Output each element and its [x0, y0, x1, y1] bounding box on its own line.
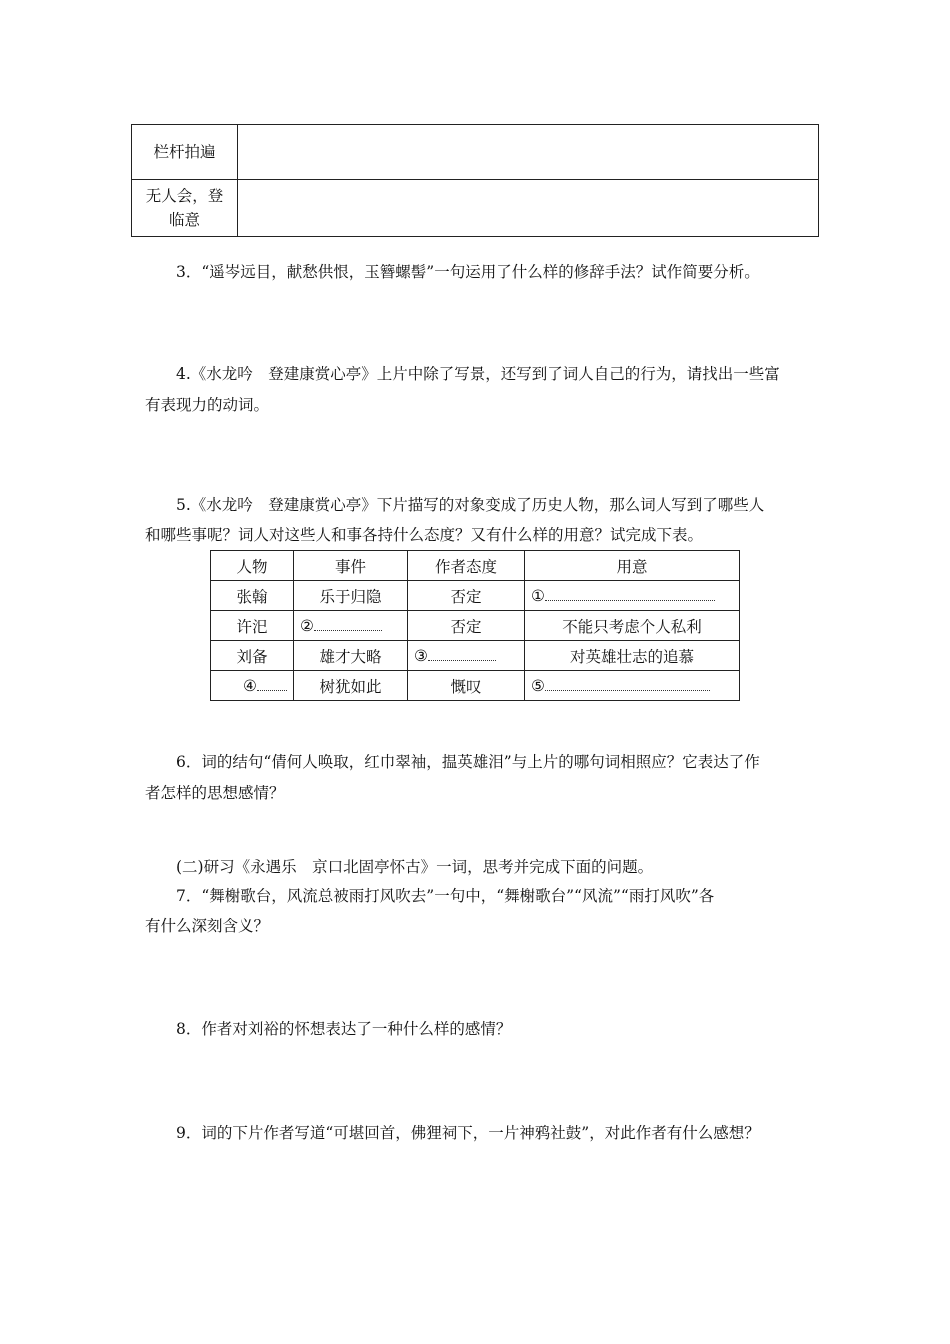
question-6-line1: 6．词的结句“倩何人唤取，红巾翠袖，揾英雄泪”与上片的哪句词相照应？它表达了作	[176, 753, 760, 771]
cell-attitude: 否定	[408, 581, 525, 611]
cell-intent[interactable]	[525, 581, 740, 611]
table-header-row	[211, 551, 740, 581]
question-8: 8．作者对刘裕的怀想表达了一种什么样的感情？	[176, 1020, 512, 1038]
fill-blank[interactable]	[545, 586, 715, 601]
table-label-cell	[132, 180, 238, 237]
blank-marker: ⑤	[531, 677, 545, 695]
answer-cell[interactable]	[238, 180, 819, 237]
cell-intent: 对英雄壮志的追慕	[525, 641, 740, 671]
table-row	[132, 125, 819, 180]
table-row	[211, 641, 740, 671]
blank-marker: ④	[243, 677, 257, 695]
header-event: 事件	[294, 551, 408, 581]
event-table	[210, 550, 740, 701]
cell-attitude: 否定	[408, 611, 525, 641]
cell-intent: 不能只考虑个人私利	[525, 611, 740, 641]
question-9: 9．词的下片作者写道“可堪回首，佛狸祠下，一片神鸦社鼓”，对此作者有什么感想？	[176, 1124, 760, 1142]
question-5-line2: 和哪些事呢？词人对这些人和事各持什么态度？又有什么样的用意？试完成下表。	[145, 526, 704, 544]
label-text: 无人会，登	[145, 187, 224, 205]
top-table	[131, 124, 819, 237]
answer-cell[interactable]	[238, 125, 819, 180]
cell-attitude: 慨叹	[408, 671, 525, 701]
cell-person[interactable]	[211, 671, 294, 701]
table-row	[211, 671, 740, 701]
question-3: 3．“遥岑远目，献愁供恨，玉簪螺髻”一句运用了什么样的修辞手法？试作简要分析。	[176, 263, 760, 281]
fill-blank[interactable]	[257, 676, 287, 691]
question-7-line1: 7．“舞榭歌台，风流总被雨打风吹去”一句中，“舞榭歌台”“风流”“雨打风吹”各	[176, 887, 715, 905]
header-intent: 用意	[525, 551, 740, 581]
table-row	[132, 180, 819, 237]
cell-event: 树犹如此	[294, 671, 408, 701]
fill-blank[interactable]	[314, 616, 382, 631]
table-label-cell	[132, 125, 238, 180]
blank-marker: ①	[531, 587, 545, 605]
fill-blank[interactable]	[428, 646, 496, 661]
cell-person: 许汜	[211, 611, 294, 641]
cell-person: 刘备	[211, 641, 294, 671]
fill-blank[interactable]	[545, 676, 710, 691]
question-7-line2: 有什么深刻含义？	[145, 917, 270, 935]
question-4-line1: 4.《水龙吟 登建康赏心亭》上片中除了写景，还写到了词人自己的行为，请找出一些富	[176, 365, 780, 383]
cell-intent[interactable]	[525, 671, 740, 701]
question-6-line2: 者怎样的思想感情？	[145, 784, 285, 802]
cell-event: 乐于归隐	[294, 581, 408, 611]
cell-event[interactable]	[294, 611, 408, 641]
cell-event: 雄才大略	[294, 641, 408, 671]
table-row	[211, 611, 740, 641]
question-5-line1: 5.《水龙吟 登建康赏心亭》下片描写的对象变成了历史人物，那么词人写到了哪些人	[176, 496, 765, 514]
blank-marker: ②	[300, 617, 314, 635]
header-person: 人物	[211, 551, 294, 581]
label-text: 栏杆拍遍	[153, 143, 216, 161]
cell-person: 张翰	[211, 581, 294, 611]
label-text: 临意	[168, 211, 200, 229]
header-attitude: 作者态度	[408, 551, 525, 581]
section-2-heading: (二)研习《永遇乐 京口北固亭怀古》一词，思考并完成下面的问题。	[176, 858, 654, 876]
blank-marker: ③	[414, 647, 428, 665]
question-4-line2: 有表现力的动词。	[145, 396, 270, 414]
table-row	[211, 581, 740, 611]
cell-attitude[interactable]	[408, 641, 525, 671]
